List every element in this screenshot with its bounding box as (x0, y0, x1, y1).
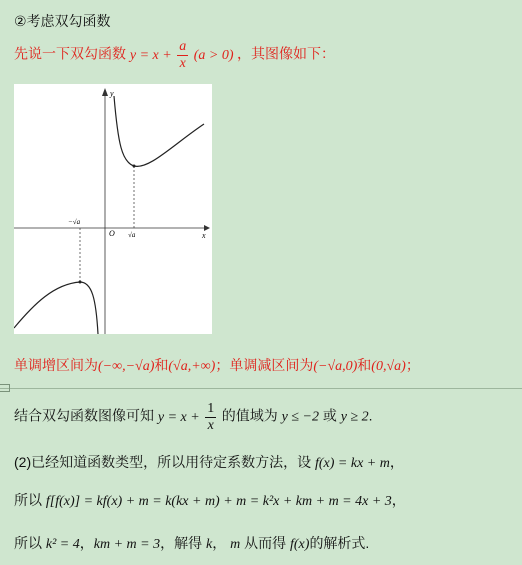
dec-label: 单调减区间为 (229, 357, 314, 373)
intro-prefix: 先说一下双勾函数 (14, 45, 126, 62)
hook-function-graph (14, 84, 212, 334)
intro-condition: (a > 0) (193, 47, 234, 63)
end: ； (405, 357, 420, 373)
step4-comma1: ， (79, 535, 94, 551)
combine-mid: 的值域为 (221, 407, 278, 424)
dec-interval-2: (0,√a) (371, 359, 406, 374)
step3-formula: f[f(x)] = kf(x) + m = k(kx + m) + m = k²x + km + m = 4x + 3 (45, 494, 392, 509)
section-divider (0, 388, 522, 389)
step3-prefix: 所以 (14, 492, 42, 508)
heading-text: ②考虑双勾函数 (14, 13, 111, 29)
max-point (79, 281, 82, 284)
intro-fraction (177, 40, 188, 71)
intro-func-lhs: y = x + (129, 47, 172, 63)
dec-interval-1: (−√a,0) (313, 359, 358, 374)
step3-line (14, 490, 406, 510)
combine-func-lhs: y = x + (157, 409, 200, 425)
combine-frac-den: x (207, 418, 214, 433)
lower-branch-curve (14, 282, 98, 334)
inc-interval-2: (√a,+∞) (168, 359, 216, 374)
intro-frac-num: a (179, 39, 187, 54)
origin-label: O (109, 229, 115, 238)
sep: ； (215, 357, 230, 373)
range-2: y ≥ 2 (340, 409, 369, 425)
combine-line (14, 402, 373, 433)
inc-label: 单调增区间为 (14, 357, 98, 373)
min-point (133, 165, 136, 168)
step4-comma2: ， (212, 535, 227, 551)
step2-end: ， (389, 454, 404, 470)
intro-frac-den: x (179, 56, 186, 71)
step4-eq2: km + m = 3 (93, 537, 161, 552)
combine-frac-num: 1 (207, 401, 215, 416)
and-2: 和 (357, 357, 372, 373)
range-1: y ≤ −2 (281, 409, 319, 425)
step4-mid: ，解得 (160, 535, 203, 551)
section-heading (14, 11, 111, 31)
neg-tick-label: −√a (68, 218, 81, 226)
x-axis-label: x (202, 231, 206, 240)
step2-prefix: (2)已经知道函数类型，所以用待定系数方法，设 (14, 454, 312, 470)
monotonic-line (14, 355, 420, 375)
step4-prefix: 所以 (14, 535, 42, 551)
combine-or: 或 (322, 407, 337, 424)
step4-end: 的解析式. (309, 535, 370, 551)
step4-eq1: k² = 4 (45, 537, 80, 552)
combine-end: . (368, 407, 373, 424)
combine-prefix: 结合双勾函数图像可知 (14, 407, 154, 424)
intro-line (14, 40, 335, 71)
step2-formula: f(x) = kx + m (315, 456, 390, 471)
divider-handle[interactable] (0, 384, 10, 392)
step3-end: ， (391, 492, 406, 508)
step4-fx: f(x) (290, 537, 310, 552)
pos-tick-label: √a (128, 231, 136, 239)
graph-svg (14, 84, 212, 334)
step4-mid2: 从而得 (244, 535, 287, 551)
intro-suffix: ，其图像如下： (237, 45, 335, 62)
step4-line (14, 533, 369, 553)
y-axis-label: y (110, 89, 114, 98)
step4-k: k (205, 537, 213, 552)
step2-line (14, 452, 404, 472)
step4-m: m (230, 537, 241, 552)
and-1: 和 (154, 357, 169, 373)
inc-interval-1: (−∞,−√a) (98, 359, 155, 374)
y-axis-arrow (102, 88, 108, 96)
upper-branch-curve (114, 96, 204, 166)
combine-fraction (205, 402, 216, 433)
